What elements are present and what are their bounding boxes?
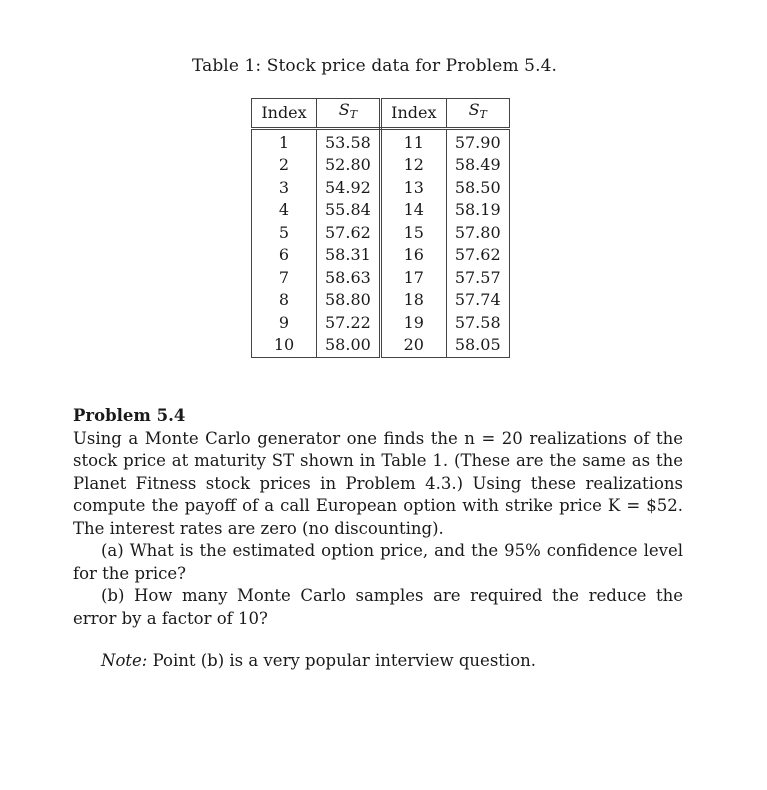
problem-part-b: (b) How many Monte Carlo samples are required the reduce the error by a factor of 10?: [73, 586, 683, 628]
table-row: [252, 128, 510, 154]
index-cell: 17: [380, 267, 446, 290]
index-cell: 7: [252, 267, 317, 290]
price-cell: 58.19: [446, 199, 509, 222]
index-cell: 9: [252, 312, 317, 335]
price-cell: 55.84: [317, 199, 381, 222]
problem-intro: Using a Monte Carlo generator one finds the n = 20 realizations of the stock price at maturity ST shown in Table 1. (These are the same as the Planet Fitness stock prices in Problem 4.3.) Using these realizations compute the payoff of a call European option with strike price K = $52. The interest rates are zero (no discounting).: [73, 428, 683, 538]
index-cell: 16: [380, 244, 446, 267]
index-cell: 10: [252, 334, 317, 357]
price-cell: 58.50: [446, 177, 509, 200]
index-cell: 2: [252, 154, 317, 177]
problem-note: [73, 650, 683, 673]
index-cell: 18: [380, 289, 446, 312]
table-row: [252, 312, 510, 335]
price-cell: 57.57: [446, 267, 509, 290]
index-cell: 13: [380, 177, 446, 200]
problem-part-a: (a) What is the estimated option price, and the 95% confidence level for the price?: [73, 541, 683, 583]
table-row: [252, 154, 510, 177]
price-cell: 52.80: [317, 154, 381, 177]
index-cell: 8: [252, 289, 317, 312]
price-cell: 58.05: [446, 334, 509, 357]
price-cell: 58.31: [317, 244, 381, 267]
header-index-1: Index: [252, 99, 317, 129]
header-st-1: $S_T$: [317, 99, 381, 129]
index-cell: 6: [252, 244, 317, 267]
price-cell: 57.74: [446, 289, 509, 312]
index-cell: 4: [252, 199, 317, 222]
table-row: [252, 334, 510, 357]
table-header-row: [252, 99, 510, 129]
price-cell: 57.58: [446, 312, 509, 335]
note-label: Note:: [101, 651, 148, 670]
index-cell: 12: [380, 154, 446, 177]
header-st-2: $S_T$: [446, 99, 509, 129]
index-cell: 15: [380, 222, 446, 245]
index-cell: 20: [380, 334, 446, 357]
table-row: [252, 267, 510, 290]
price-cell: 58.00: [317, 334, 381, 357]
stock-price-table-container: [251, 98, 510, 358]
stock-price-table: [251, 98, 510, 358]
problem-section: [73, 405, 683, 673]
price-cell: 57.22: [317, 312, 381, 335]
index-cell: 3: [252, 177, 317, 200]
problem-title: Problem 5.4: [73, 406, 186, 425]
index-cell: 19: [380, 312, 446, 335]
table-row: [252, 222, 510, 245]
price-cell: 57.80: [446, 222, 509, 245]
price-cell: 58.63: [317, 267, 381, 290]
index-cell: 11: [380, 128, 446, 154]
price-cell: 58.80: [317, 289, 381, 312]
table-row: [252, 289, 510, 312]
index-cell: 1: [252, 128, 317, 154]
price-cell: 53.58: [317, 128, 381, 154]
note-text: Point (b) is a very popular interview question.: [152, 651, 537, 670]
price-cell: 57.62: [446, 244, 509, 267]
index-cell: 5: [252, 222, 317, 245]
price-cell: 57.62: [317, 222, 381, 245]
table-row: [252, 244, 510, 267]
header-index-2: Index: [380, 99, 446, 129]
index-cell: 14: [380, 199, 446, 222]
table-caption: Table 1: Stock price data for Problem 5.4.: [191, 56, 558, 76]
price-cell: 58.49: [446, 154, 509, 177]
price-cell: 54.92: [317, 177, 381, 200]
table-row: [252, 199, 510, 222]
price-cell: 57.90: [446, 128, 509, 154]
table-row: [252, 177, 510, 200]
